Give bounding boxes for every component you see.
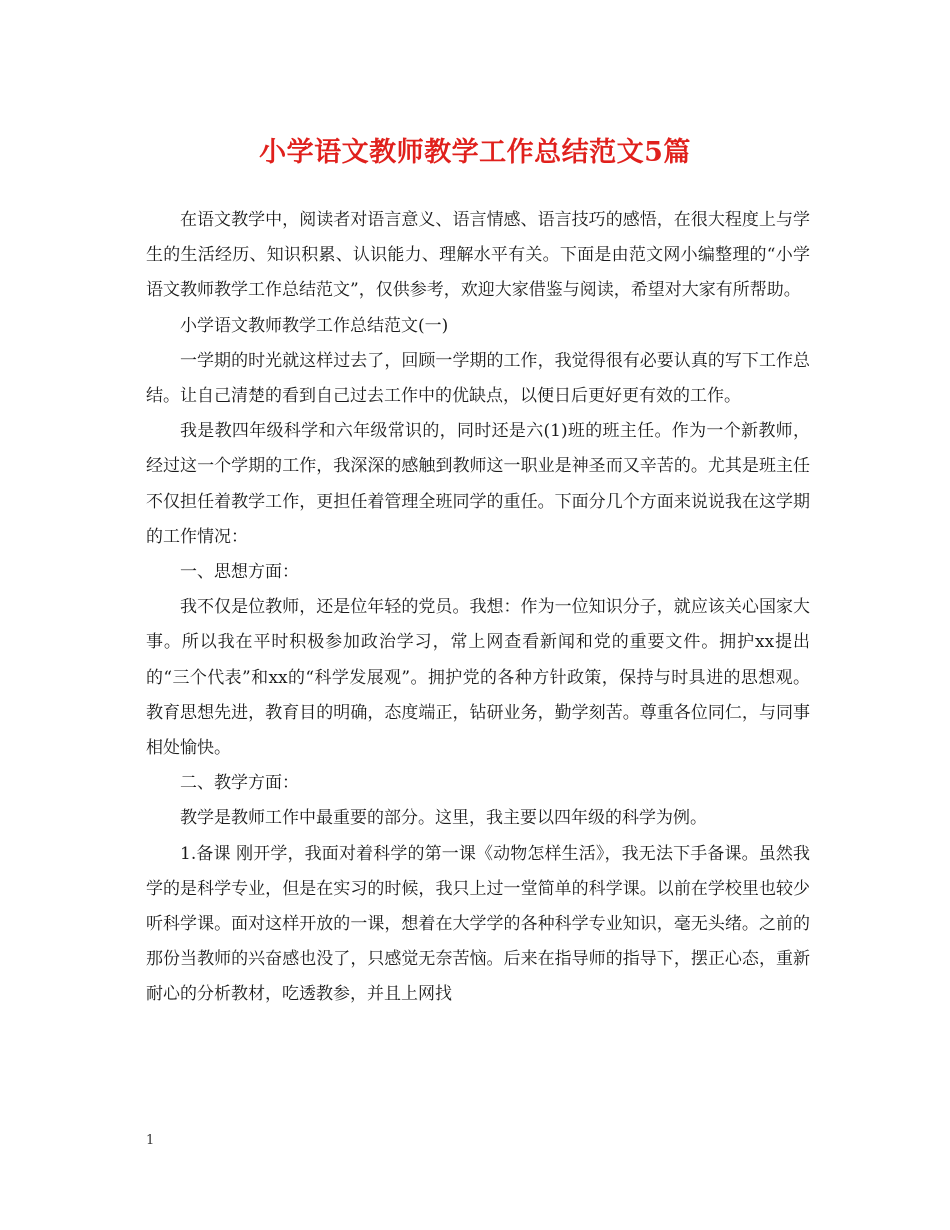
page-number: 1: [146, 1133, 155, 1148]
paragraph: 1.备课 刚开学，我面对着科学的第一课《动物怎样生活》，我无法下手备课。虽然我学的是科学专业，但是在实习的时候，我只上过一堂简单的科学课。以前在学校里也较少听科学课。面对这样开放的一课，想着在大学学的各种科学专业知识，毫无头绪。之前的那份当教师的兴奋感也没了，只感觉无奈苦恼。后来在指导师的指导下，摆正心态，重新耐心的分析教材，吃透教参，并且上网找: [146, 843, 810, 1005]
paragraph: 我是教四年级科学和六年级常识的，同时还是六(1)班的班主任。作为一个新教师，经过这一个学期的工作，我深深的感触到教师这一职业是神圣而又辛苦的。尤其是班主任不仅担任着教学工作，更担任着管理全班同学的重任。下面分几个方面来说说我在这学期的工作情况：: [146, 421, 810, 547]
document-title: 小学语文教师教学工作总结范文5篇: [259, 137, 691, 168]
paragraph-intro: 在语文教学中，阅读者对语言意义、语言情感、语言技巧的感悟，在很大程度上与学生的生活经历、知识积累、认识能力、理解水平有关。下面是由范文网小编整理的“小学语文教师教学工作总结范文”，仅供参考，欢迎大家借鉴与阅读，希望对大家有所帮助。: [146, 210, 810, 301]
paragraph: 一学期的时光就这样过去了，回顾一学期的工作，我觉得很有必要认真的写下工作总结。让自己清楚的看到自己过去工作中的优缺点，以便日后更好更有效的工作。: [146, 350, 810, 407]
paragraph-subheading: 二、教学方面：: [180, 773, 299, 794]
paragraph-subheading: 一、思想方面：: [180, 562, 299, 583]
document-body: [146, 203, 810, 1013]
paragraph-section-heading: 小学语文教师教学工作总结范文(一): [180, 315, 449, 336]
paragraph: 我不仅是位教师，还是位年轻的党员。我想：作为一位知识分子，就应该关心国家大事。所以我在平时积极参加政治学习，常上网查看新闻和党的重要文件。拥护xx提出的“三个代表”和xx的“科学发展观”。拥护党的各种方针政策，保持与时具进的思想观。教育思想先进，教育目的明确，态度端正，钻研业务，勤学刻苦。尊重各位同仁，与同事相处愉快。: [146, 597, 810, 759]
paragraph: 教学是教师工作中最重要的部分。这里，我主要以四年级的科学为例。: [180, 808, 707, 829]
